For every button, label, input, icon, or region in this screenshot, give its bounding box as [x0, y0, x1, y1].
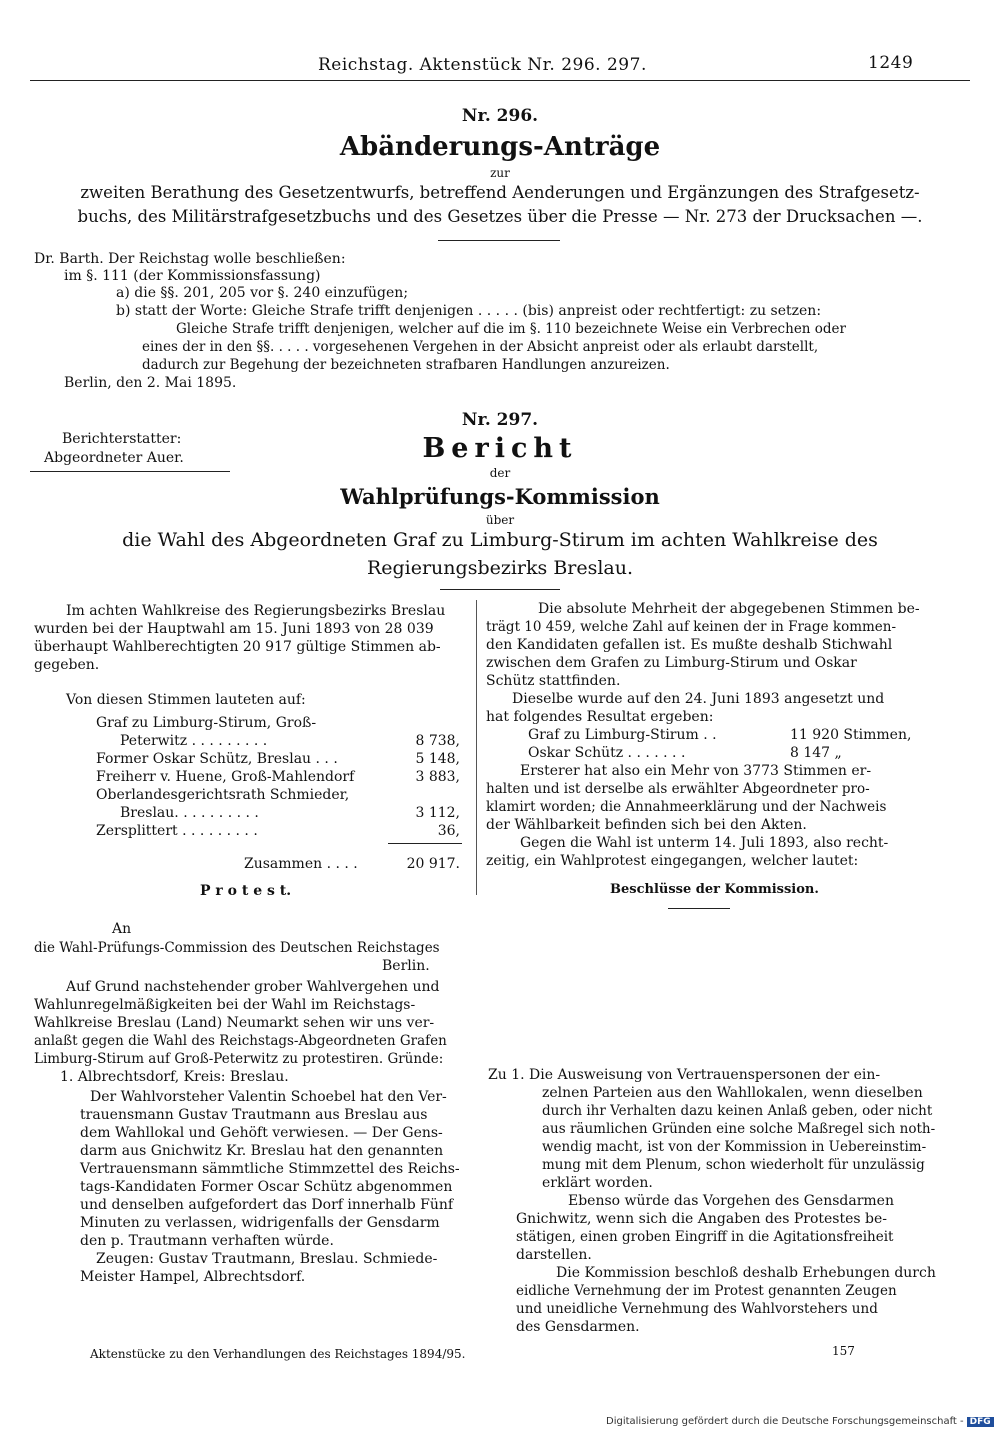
protest-line: Vertrauensmann sämmtliche Stimmzettel des Reichs-: [80, 1161, 460, 1177]
decision-line: erklärt worden.: [542, 1175, 653, 1191]
protest-addressee: die Wahl-Prüfungs-Commission des Deutschen Reichstages: [34, 940, 440, 956]
decision-line: darstellen.: [516, 1247, 592, 1263]
motion-date: Berlin, den 2. Mai 1895.: [64, 375, 237, 391]
vote-count: 5 148,: [415, 751, 460, 767]
result-line: hat folgendes Resultat ergeben:: [486, 709, 714, 725]
nr296-zur: zur: [490, 166, 510, 180]
nr297-title: Bericht: [422, 433, 578, 464]
column-divider: [476, 600, 477, 895]
protest-line: den p. Trautmann verhaften würde.: [80, 1233, 334, 1249]
nr297-subtitle-2: Regierungsbezirks Breslau.: [366, 557, 634, 579]
result-line: klamirt worden; die Annahmeerklärung und der Nachweis: [486, 799, 887, 815]
dfg-funding-note: [606, 1416, 994, 1427]
runoff-count: 8 147 „: [790, 745, 842, 761]
result-line: Ersterer hat also ein Mehr von 3773 Stimmen er-: [520, 763, 872, 779]
motion-line: eines der in den §§. . . . . vorgesehenen Vergehen in der Absicht anpreist oder als erlaubt darstellt,: [142, 339, 819, 355]
total-value: 20 917.: [406, 856, 460, 872]
decision-line: Zu 1. Die Ausweisung von Vertrauenspersonen der ein-: [488, 1067, 881, 1083]
dfg-funding-text: Digitalisierung gefördert durch die Deutsche Forschungsgemeinschaft -: [606, 1416, 964, 1427]
protest-line: und denselben aufgefordert das Dorf innerhalb Fünf: [80, 1197, 454, 1213]
protest-line: anlaßt gegen die Wahl des Reichstags-Abgeordneten Grafen: [34, 1033, 447, 1049]
protest-line: Zeugen: Gustav Trautmann, Breslau. Schmiede-: [96, 1251, 438, 1267]
result-line: Die absolute Mehrheit der abgegebenen Stimmen be-: [538, 601, 920, 617]
protest-title: P r o t e s t.: [200, 883, 292, 899]
reporter-name: Abgeordneter Auer.: [44, 450, 184, 466]
protest-line: Limburg-Stirum auf Groß-Peterwitz zu protestiren. Gründe:: [34, 1051, 444, 1067]
motion-line: im §. 111 (der Kommissionsfassung): [64, 268, 321, 284]
sum-rule: [388, 843, 462, 844]
result-line: Dieselbe wurde auf den 24. Juni 1893 angesetzt und: [512, 691, 885, 707]
decision-line: Ebenso würde das Vorgehen des Gensdarmen: [568, 1193, 894, 1209]
protest-line: Meister Hampel, Albrechtsdorf.: [80, 1269, 306, 1285]
protest-line: Wahlunregelmäßigkeiten bei der Wahl im Reichstags-: [34, 997, 416, 1013]
protest-line: dem Wahllokal und Gehöft verwiesen. — Der Gens-: [80, 1125, 443, 1141]
decision-line: aus räumlichen Gründen eine solche Maßregel sich noth-: [542, 1121, 936, 1137]
intro-line: gegeben.: [34, 657, 100, 673]
vote-candidate: Zersplittert . . . . . . . . .: [96, 823, 258, 839]
nr297-divider: [440, 589, 560, 590]
vote-candidate: Freiherr v. Huene, Groß-Mahlendorf: [96, 769, 355, 785]
runoff-candidate: Oskar Schütz . . . . . . .: [528, 745, 686, 761]
barth-motion: Dr. Barth. Der Reichstag wolle beschließen:: [34, 251, 346, 267]
decision-line: durch ihr Verhalten dazu keinen Anlaß geben, oder nicht: [542, 1103, 933, 1119]
nr296-title: Abänderungs-Anträge: [339, 132, 661, 162]
protest-line: Minuten zu verlassen, widrigenfalls der Gensdarm: [80, 1215, 440, 1231]
vote-count: 8 738,: [415, 733, 460, 749]
decision-line: zelnen Parteien aus den Wahllokalen, wenn dieselben: [542, 1085, 923, 1101]
nr297-subtitle-1: die Wahl des Abgeordneten Graf zu Limburg-Stirum im achten Wahlkreise des: [122, 529, 878, 551]
motion-line: b) statt der Worte: Gleiche Strafe trifft denjenigen . . . . . (bis) anpreist oder rechtfertigt: zu setzen:: [116, 303, 822, 319]
protest-line: trauensmann Gustav Trautmann aus Breslau aus: [80, 1107, 428, 1123]
votes-intro: Von diesen Stimmen lauteten auf:: [66, 692, 306, 708]
runoff-candidate: Graf zu Limburg-Stirum . .: [528, 727, 717, 743]
vote-candidate: Breslau. . . . . . . . . .: [120, 805, 259, 821]
protest-line: Der Wahlvorsteher Valentin Schoebel hat den Ver-: [90, 1089, 447, 1105]
decisions-rule: [668, 908, 730, 909]
reporter-label: Berichterstatter:: [62, 431, 182, 447]
page-number: 1249: [868, 53, 914, 73]
intro-line: überhaupt Wahlberechtigten 20 917 gültige Stimmen ab-: [34, 639, 441, 655]
protest-an: An: [112, 921, 132, 937]
decision-line: stätigen, einen groben Eingriff in die Agitationsfreiheit: [516, 1229, 894, 1245]
footer-sheet-number: 157: [832, 1344, 855, 1358]
protest-addressee-city: Berlin.: [382, 958, 430, 974]
result-line: den Kandidaten gefallen ist. Es mußte deshalb Stichwahl: [486, 637, 893, 653]
dfg-logo: DFG: [967, 1417, 994, 1427]
nr296-divider: [438, 240, 560, 241]
motion-line: a) die §§. 201, 205 vor §. 240 einzufügen;: [116, 285, 409, 301]
protest-line: Auf Grund nachstehender grober Wahlvergehen und: [66, 979, 440, 995]
intro-line: Im achten Wahlkreise des Regierungsbezirks Breslau: [66, 603, 446, 619]
protest-line: 1. Albrechtsdorf, Kreis: Breslau.: [60, 1069, 289, 1085]
runoff-count: 11 920 Stimmen,: [790, 727, 912, 743]
total-label: Zusammen . . . .: [244, 856, 358, 872]
commission-title: Wahlprüfungs-Kommission: [340, 484, 660, 509]
motion-line: dadurch zur Begehung der bezeichneten strafbaren Handlungen anzureizen.: [142, 357, 670, 373]
nr296-heading: Nr. 296.: [461, 106, 539, 126]
vote-candidate: Peterwitz . . . . . . . . .: [120, 733, 268, 749]
vote-count: 3 112,: [415, 805, 460, 821]
nr297-ueber: über: [485, 513, 515, 527]
vote-count: 3 883,: [415, 769, 460, 785]
header-rule: [30, 80, 970, 81]
result-line: zwischen dem Grafen zu Limburg-Stirum und Oskar: [486, 655, 857, 671]
protest-line: darm aus Gnichwitz Kr. Breslau hat den genannten: [80, 1143, 444, 1159]
footer-source: Aktenstücke zu den Verhandlungen des Reichstages 1894/95.: [90, 1347, 466, 1361]
decision-line: Die Kommission beschloß deshalb Erhebungen durch: [556, 1265, 936, 1281]
protest-line: tags-Kandidaten Former Oscar Schütz abgenommen: [80, 1179, 453, 1195]
protest-line: Wahlkreise Breslau (Land) Neumarkt sehen wir uns ver-: [34, 1015, 435, 1031]
vote-candidate: Former Oskar Schütz, Breslau . . .: [96, 751, 338, 767]
result-line: halten und ist derselbe als erwählter Abgeordneter pro-: [486, 781, 870, 797]
nr296-subtitle-1: zweiten Berathung des Gesetzentwurfs, betreffend Aenderungen und Ergänzungen des Strafgesetz-: [80, 183, 920, 202]
intro-line: wurden bei der Hauptwahl am 15. Juni 1893 von 28 039: [34, 621, 434, 637]
decision-line: des Gensdarmen.: [516, 1319, 640, 1335]
result-line: trägt 10 459, welche Zahl auf keinen der in Frage kommen-: [486, 619, 897, 635]
decision-line: mung mit dem Plenum, schon wiederholt für unzulässig: [542, 1157, 925, 1173]
result-line: zeitig, ein Wahlprotest eingegangen, welcher lautet:: [486, 853, 859, 869]
result-line: Schütz stattfinden.: [486, 673, 621, 689]
vote-candidate: Oberlandesgerichtsrath Schmieder,: [96, 787, 350, 803]
nr296-subtitle-2: buchs, des Militärstrafgesetzbuchs und des Gesetzes über die Presse — Nr. 273 der Drucksachen —.: [77, 207, 923, 226]
result-line: Gegen die Wahl ist unterm 14. Juli 1893, also recht-: [520, 835, 889, 851]
motion-line: Gleiche Strafe trifft denjenigen, welcher auf die im §. 110 bezeichnete Weise ein Verbrechen oder: [176, 321, 847, 337]
decision-line: Gnichwitz, wenn sich die Angaben des Protestes be-: [516, 1211, 887, 1227]
vote-candidate: Graf zu Limburg-Stirum, Groß-: [96, 715, 317, 731]
decision-line: eidliche Vernehmung der im Protest genannten Zeugen: [516, 1283, 897, 1299]
result-line: der Wählbarkeit befinden sich bei den Akten.: [486, 817, 807, 833]
vote-count: 36,: [437, 823, 460, 839]
nr297-der: der: [489, 466, 511, 480]
decisions-title: Beschlüsse der Kommission.: [610, 882, 819, 897]
nr297-heading: Nr. 297.: [461, 410, 539, 430]
decision-line: und uneidliche Vernehmung des Wahlvorstehers und: [516, 1301, 878, 1317]
running-title: Reichstag. Aktenstück Nr. 296. 297.: [318, 55, 647, 75]
decision-line: wendig macht, ist von der Kommission in Uebereinstim-: [542, 1139, 927, 1155]
